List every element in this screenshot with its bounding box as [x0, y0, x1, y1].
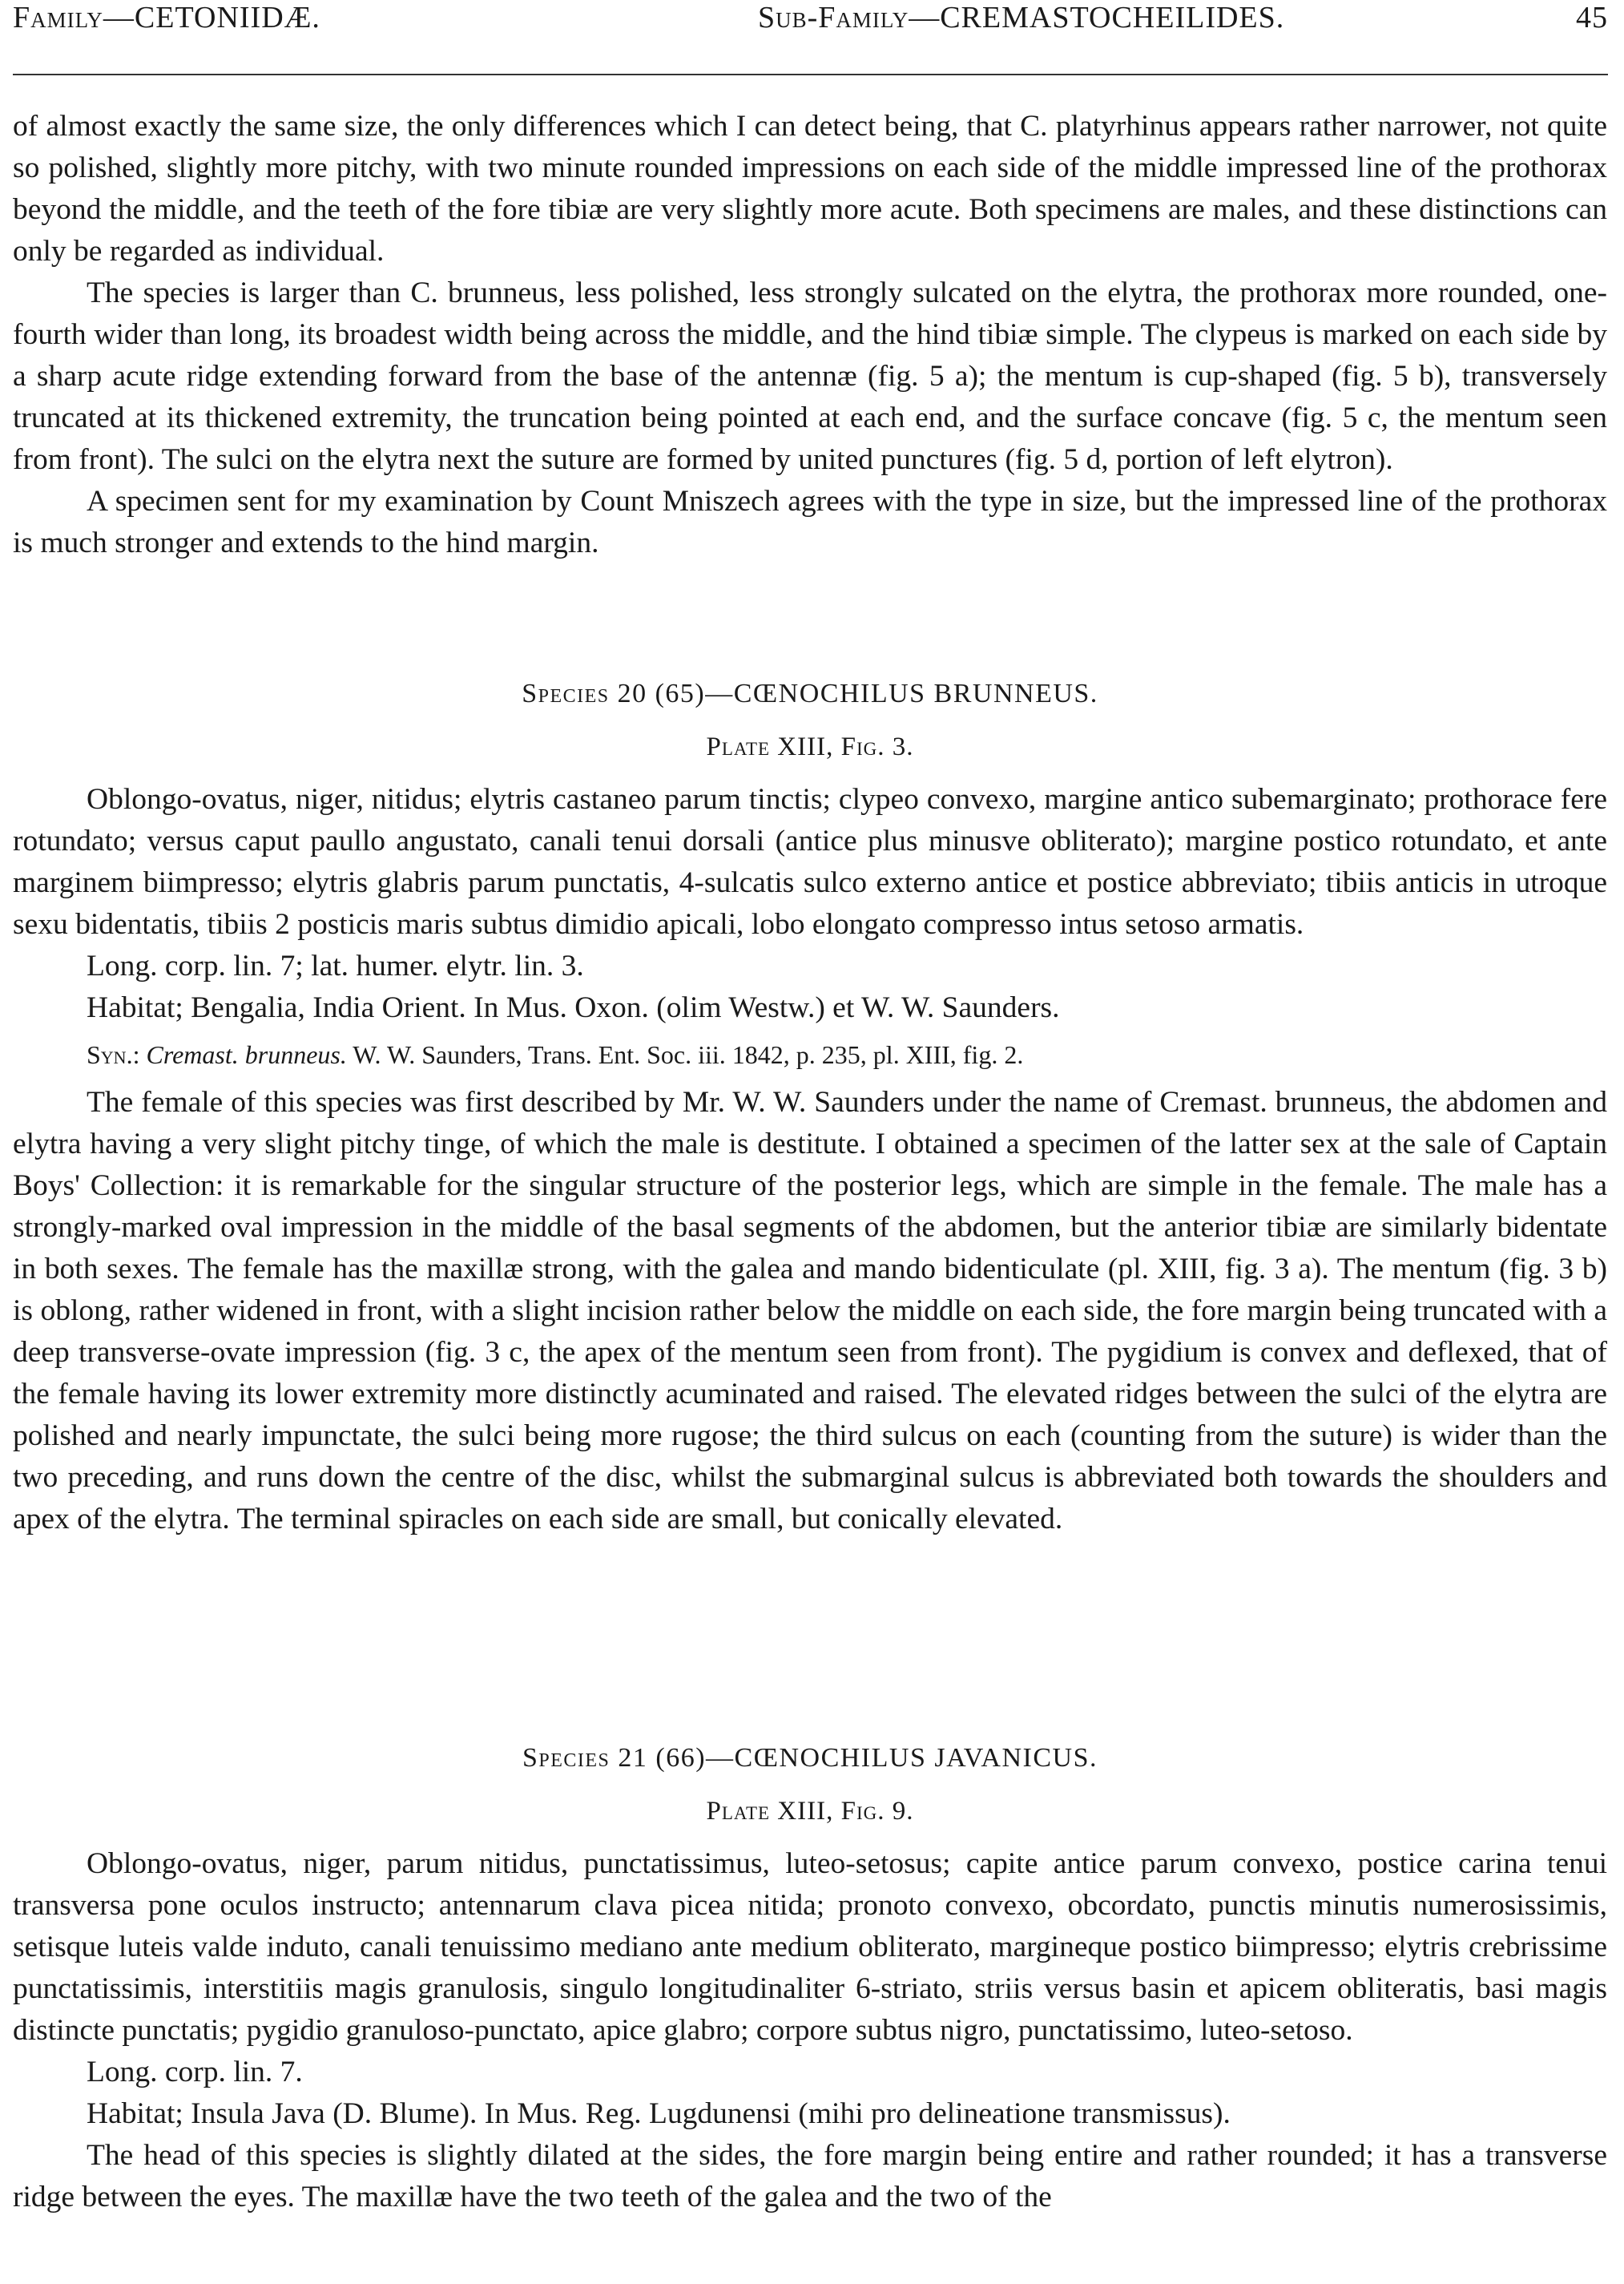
page-number: 45 [1576, 1, 1608, 34]
intro-paragraph-2: The species is larger than C. brunneus, less polished, less strongly sulcated on the elytra, the prothorax more rounded, one-fourth wider than long, its broadest width being across the middle, and the hind tibiæ simple. The clypeus is marked on each side by a sharp acute ridge extending forward from the base of the antennæ (fig. 5 a); the mentum is cup-shaped (fig. 5 b), transversely truncated at its thickened extremity, the truncation being pointed at each end, and the surface concave (fig. 5 c, the mentum seen from front). The sulci on the elytra next the suture are formed by united punctures (fig. 5 d, portion of left elytron). [13, 276, 1607, 476]
header-rule [13, 74, 1608, 75]
species-20-diagnosis: Oblongo-ovatus, niger, nitidus; elytris castaneo parum tinctis; clypeo convexo, margine antico subemarginato; prothorace fere rotundato; versus caput paullo angustato, canali tenui dorsali (antice plus minusve obliterato); margine postico rotundato, et ante marginem biimpresso; elytris glabris parum punctatis, 4-sulcatis sulco externo antice et postice abbreviato; tibiis anticis in utroque sexu bidentatis, tibiis 2 posticis maris subtus dimidio apicali, lobo elongato compresso intus setoso armatis. [13, 783, 1607, 941]
species-20-habitat: Habitat; Bengalia, India Orient. In Mus. Oxon. (olim Westw.) et W. W. Saunders. [87, 991, 1060, 1024]
species-20-discussion: The female of this species was first described by Mr. W. W. Saunders under the name of Cremast. brunneus, the abdomen and elytra having a very slight pitchy tinge, of which the male is destitute. I obtained a specimen of the latter sex at the sale of Captain Boys' Collection: it is remarkable for the singular structure of the posterior legs, which are simple in the female. The male has a strongly-marked oval impression in the middle of the basal segments of the abdomen, but the anterior tibiæ are similarly bidentate in both sexes. The female has the maxillæ strong, with the galea and mando bidenticulate (pl. XIII, fig. 3 a). The mentum (fig. 3 b) is oblong, rather widened in front, with a slight incision rather below the middle on each side, the fore margin being truncated with a deep transverse-ovate impression (fig. 3 c, the apex of the mentum seen from front). The pygidium is convex and deflexed, that of the female having its lower extremity more distinctly acuminated and raised. The elevated ridges between the sulci of the elytra are polished and nearly impunctate, the sulci being more rugose; the third sulcus on each (counting from the suture) is wider than the two preceding, and runs down the centre of the disc, whilst the submarginal sulcus is abbreviated both towards the shoulders and apex of the elytra. The terminal spiracles on each side are small, but conically elevated. [13, 1086, 1607, 1535]
species-20-section [13, 673, 1607, 1540]
species-20-synonymy [13, 1034, 1607, 1075]
species-21-heading: Species 21 (66)—CŒNOCHILUS JAVANICUS. [522, 1743, 1098, 1773]
subfamily-title: Sub-Family—CREMASTOCHEILIDES. [758, 1, 1285, 34]
species-21-plate: Plate XIII, Fig. 9. [706, 1797, 914, 1826]
species-21-measure: Long. corp. lin. 7. [87, 2056, 303, 2088]
running-head [13, 0, 1608, 45]
species-21-section [13, 1737, 1607, 2218]
intro-paragraph-1: of almost exactly the same size, the only differences which I can detect being, that C. platyrhinus appears rather narrower, not quite so polished, slightly more pitchy, with two minute rounded impressions on each side of the middle impressed line of the prothorax beyond the middle, and the teeth of the fore tibiæ are very slightly more acute. Both specimens are males, and these distinctions can only be regarded as individual. [13, 110, 1607, 268]
syn-label: Syn.: [87, 1040, 140, 1069]
species-21-diagnosis: Oblongo-ovatus, niger, parum nitidus, punctatissimus, luteo-setosus; capite antice parum convexo, postice carina tenui transversa pone oculos instructo; antennarum clava picea nitida; pronoto convexo, obcordato, punctis minutis numerosissimis, setisque luteis valde induto, canali tenuissimo mediano ante medium obliterato, margineque postico biimpresso; elytris crebrissime punctatissimis, interstitiis magis granulosis, singulo longitudinaliter 6-striato, striis versus basin et apicem obliteratis, basi magis distincte punctatis; pygidio granuloso-punctato, apice glabro; corpore subtus nigro, punctatissimo, luteo-setoso. [13, 1847, 1607, 2047]
intro-block [13, 106, 1607, 564]
family-title: Family—CETONIIDÆ. [13, 1, 320, 34]
syn-reference: W. W. Saunders, Trans. Ent. Soc. iii. 1842, p. 235, pl. XIII, fig. 2. [353, 1040, 1024, 1069]
syn-name: Cremast. brunneus. [146, 1040, 347, 1069]
intro-paragraph-3: A specimen sent for my examination by Count Mniszech agrees with the type in size, but the impressed line of the prothorax is much stronger and extends to the hind margin. [13, 485, 1607, 559]
species-21-discussion: The head of this species is slightly dilated at the sides, the fore margin being entire and rather rounded; it has a transverse ridge between the eyes. The maxillæ have the two teeth of the galea and the two of the [13, 2139, 1607, 2213]
species-20-heading: Species 20 (65)—CŒNOCHILUS BRUNNEUS. [522, 679, 1098, 708]
species-21-habitat: Habitat; Insula Java (D. Blume). In Mus. Reg. Lugdunensi (mihi pro delineatione transmissus). [87, 2097, 1231, 2130]
species-20-measure: Long. corp. lin. 7; lat. humer. elytr. lin. 3. [87, 950, 584, 983]
species-20-plate: Plate XIII, Fig. 3. [706, 732, 914, 761]
